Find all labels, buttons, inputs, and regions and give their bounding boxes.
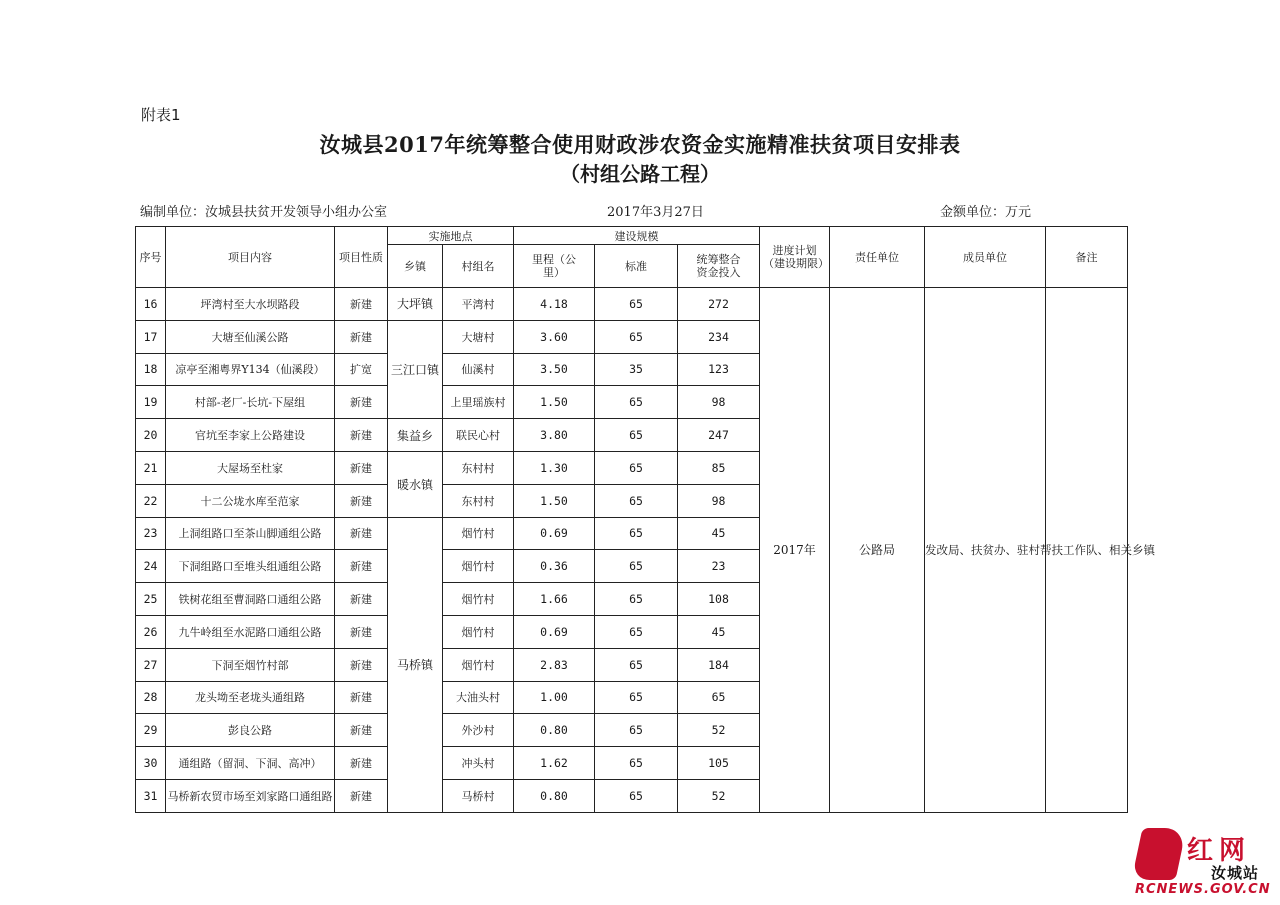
cell-standard: 65	[595, 648, 678, 681]
header-progress: 进度计划（建设期限）	[760, 227, 830, 288]
cell-village: 东村村	[443, 484, 514, 517]
cell-seq: 21	[136, 451, 166, 484]
cell-content: 彭良公路	[166, 714, 335, 747]
cell-standard: 65	[595, 517, 678, 550]
cell-funds: 98	[678, 386, 760, 419]
cell-standard: 35	[595, 353, 678, 386]
cell-funds: 65	[678, 681, 760, 714]
cell-seq: 16	[136, 288, 166, 321]
cell-seq: 26	[136, 615, 166, 648]
cell-village: 烟竹村	[443, 648, 514, 681]
cell-funds: 184	[678, 648, 760, 681]
cell-content: 坪湾村至大水坝路段	[166, 288, 335, 321]
cell-funds: 45	[678, 517, 760, 550]
cell-funds: 85	[678, 451, 760, 484]
cell-mileage: 1.00	[514, 681, 595, 714]
cell-standard: 65	[595, 320, 678, 353]
cell-nature: 新建	[335, 648, 388, 681]
cell-village: 马桥村	[443, 779, 514, 812]
cell-village: 冲头村	[443, 747, 514, 780]
cell-village: 东村村	[443, 451, 514, 484]
cell-content: 凉亭至湘粤界Y134（仙溪段）	[166, 353, 335, 386]
cell-nature: 新建	[335, 386, 388, 419]
cell-village: 上里瑶族村	[443, 386, 514, 419]
header-funds: 统筹整合资金投入	[678, 245, 760, 288]
cell-content: 下洞组路口至堆头组通组公路	[166, 550, 335, 583]
hongwang-logo-icon	[1131, 828, 1186, 880]
cell-village: 平湾村	[443, 288, 514, 321]
header-location: 实施地点	[388, 227, 514, 245]
cell-village: 外沙村	[443, 714, 514, 747]
cell-nature: 新建	[335, 451, 388, 484]
cell-mileage: 0.80	[514, 779, 595, 812]
cell-nature: 扩宽	[335, 353, 388, 386]
header-village: 村组名	[443, 245, 514, 288]
compiler-unit: 编制单位：汝城县扶贫开发领导小组办公室	[140, 205, 388, 220]
cell-nature: 新建	[335, 550, 388, 583]
cell-standard: 65	[595, 484, 678, 517]
cell-progress: 2017年	[760, 288, 830, 813]
cell-mileage: 2.83	[514, 648, 595, 681]
header-seq: 序号	[136, 227, 166, 288]
cell-funds: 105	[678, 747, 760, 780]
cell-seq: 19	[136, 386, 166, 419]
cell-mileage: 1.50	[514, 484, 595, 517]
watermark-site: RCNEWS.GOV.CN	[1135, 882, 1271, 897]
cell-funds: 98	[678, 484, 760, 517]
document-title: 汝城县2017年统筹整合使用财政涉农资金实施精准扶贫项目安排表	[319, 132, 961, 157]
cell-nature: 新建	[335, 747, 388, 780]
cell-seq: 28	[136, 681, 166, 714]
cell-village: 烟竹村	[443, 517, 514, 550]
cell-mileage: 3.80	[514, 419, 595, 452]
cell-standard: 65	[595, 386, 678, 419]
cell-mileage: 1.62	[514, 747, 595, 780]
compile-date: 2017年3月27日	[607, 205, 704, 220]
cell-nature: 新建	[335, 517, 388, 550]
cell-standard: 65	[595, 747, 678, 780]
cell-seq: 20	[136, 419, 166, 452]
header-members: 成员单位	[925, 227, 1046, 288]
cell-standard: 65	[595, 615, 678, 648]
attachment-label: 附表1	[141, 106, 181, 124]
cell-village: 烟竹村	[443, 615, 514, 648]
cell-town: 马桥镇	[388, 517, 443, 812]
cell-village: 烟竹村	[443, 583, 514, 616]
cell-standard: 65	[595, 451, 678, 484]
cell-village: 仙溪村	[443, 353, 514, 386]
cell-standard: 65	[595, 550, 678, 583]
hongwang-watermark-logo	[1135, 828, 1275, 900]
header-scale: 建设规模	[514, 227, 760, 245]
amount-unit: 金额单位：万元	[940, 205, 1032, 220]
cell-seq: 31	[136, 779, 166, 812]
header-remarks: 备注	[1046, 227, 1128, 288]
cell-seq: 23	[136, 517, 166, 550]
cell-funds: 52	[678, 779, 760, 812]
cell-standard: 65	[595, 779, 678, 812]
cell-funds: 247	[678, 419, 760, 452]
header-mileage: 里程（公里）	[514, 245, 595, 288]
cell-content: 铁树花组至曹洞路口通组公路	[166, 583, 335, 616]
cell-mileage: 0.69	[514, 517, 595, 550]
cell-funds: 108	[678, 583, 760, 616]
cell-mileage: 3.50	[514, 353, 595, 386]
cell-town: 三江口镇	[388, 320, 443, 418]
cell-content: 下洞至烟竹村部	[166, 648, 335, 681]
header-standard: 标准	[595, 245, 678, 288]
cell-mileage: 0.36	[514, 550, 595, 583]
cell-standard: 65	[595, 288, 678, 321]
cell-seq: 30	[136, 747, 166, 780]
cell-nature: 新建	[335, 419, 388, 452]
cell-mileage: 1.66	[514, 583, 595, 616]
cell-seq: 25	[136, 583, 166, 616]
header-nature: 项目性质	[335, 227, 388, 288]
cell-village: 联民心村	[443, 419, 514, 452]
cell-seq: 18	[136, 353, 166, 386]
header-content: 项目内容	[166, 227, 335, 288]
cell-seq: 24	[136, 550, 166, 583]
cell-standard: 65	[595, 419, 678, 452]
project-table	[135, 226, 1155, 813]
cell-nature: 新建	[335, 779, 388, 812]
table-row	[136, 288, 1128, 321]
cell-content: 十二公垅水库至范家	[166, 484, 335, 517]
cell-standard: 65	[595, 714, 678, 747]
cell-funds: 234	[678, 320, 760, 353]
header-town: 乡镇	[388, 245, 443, 288]
cell-mileage: 3.60	[514, 320, 595, 353]
cell-village: 烟竹村	[443, 550, 514, 583]
cell-funds: 45	[678, 615, 760, 648]
cell-nature: 新建	[335, 714, 388, 747]
cell-mileage: 1.50	[514, 386, 595, 419]
cell-content: 村部-老厂-长坑-下屋组	[166, 386, 335, 419]
cell-seq: 27	[136, 648, 166, 681]
cell-village: 大塘村	[443, 320, 514, 353]
cell-town: 暖水镇	[388, 451, 443, 517]
cell-nature: 新建	[335, 615, 388, 648]
cell-content: 龙头坳至老垅头通组路	[166, 681, 335, 714]
cell-mileage: 0.69	[514, 615, 595, 648]
cell-content: 大塘至仙溪公路	[166, 320, 335, 353]
cell-content: 马桥新农贸市场至刘家路口通组路	[166, 779, 335, 812]
cell-member-units: 发改局、扶贫办、驻村帮扶工作队、相关乡镇	[925, 288, 1046, 813]
cell-content: 上洞组路口至茶山脚通组公路	[166, 517, 335, 550]
header-responsible: 责任单位	[830, 227, 925, 288]
cell-content: 大屋场至杜家	[166, 451, 335, 484]
document-subtitle: （村组公路工程）	[560, 162, 720, 186]
cell-funds: 23	[678, 550, 760, 583]
cell-seq: 29	[136, 714, 166, 747]
cell-nature: 新建	[335, 288, 388, 321]
cell-town: 大坪镇	[388, 288, 443, 321]
cell-funds: 123	[678, 353, 760, 386]
watermark-brand: 红网	[1187, 836, 1252, 866]
cell-village: 大油头村	[443, 681, 514, 714]
cell-town: 集益乡	[388, 419, 443, 452]
cell-nature: 新建	[335, 681, 388, 714]
cell-standard: 65	[595, 583, 678, 616]
cell-mileage: 4.18	[514, 288, 595, 321]
cell-funds: 272	[678, 288, 760, 321]
cell-responsible-unit: 公路局	[830, 288, 925, 813]
cell-nature: 新建	[335, 320, 388, 353]
cell-seq: 17	[136, 320, 166, 353]
cell-mileage: 1.30	[514, 451, 595, 484]
cell-content: 九牛岭组至水泥路口通组公路	[166, 615, 335, 648]
cell-content: 官坑至李家上公路建设	[166, 419, 335, 452]
cell-standard: 65	[595, 681, 678, 714]
cell-content: 通组路（留洞、下洞、高冲）	[166, 747, 335, 780]
cell-funds: 52	[678, 714, 760, 747]
cell-mileage: 0.80	[514, 714, 595, 747]
cell-nature: 新建	[335, 583, 388, 616]
cell-seq: 22	[136, 484, 166, 517]
watermark-station: 汝城站	[1211, 864, 1260, 882]
cell-nature: 新建	[335, 484, 388, 517]
